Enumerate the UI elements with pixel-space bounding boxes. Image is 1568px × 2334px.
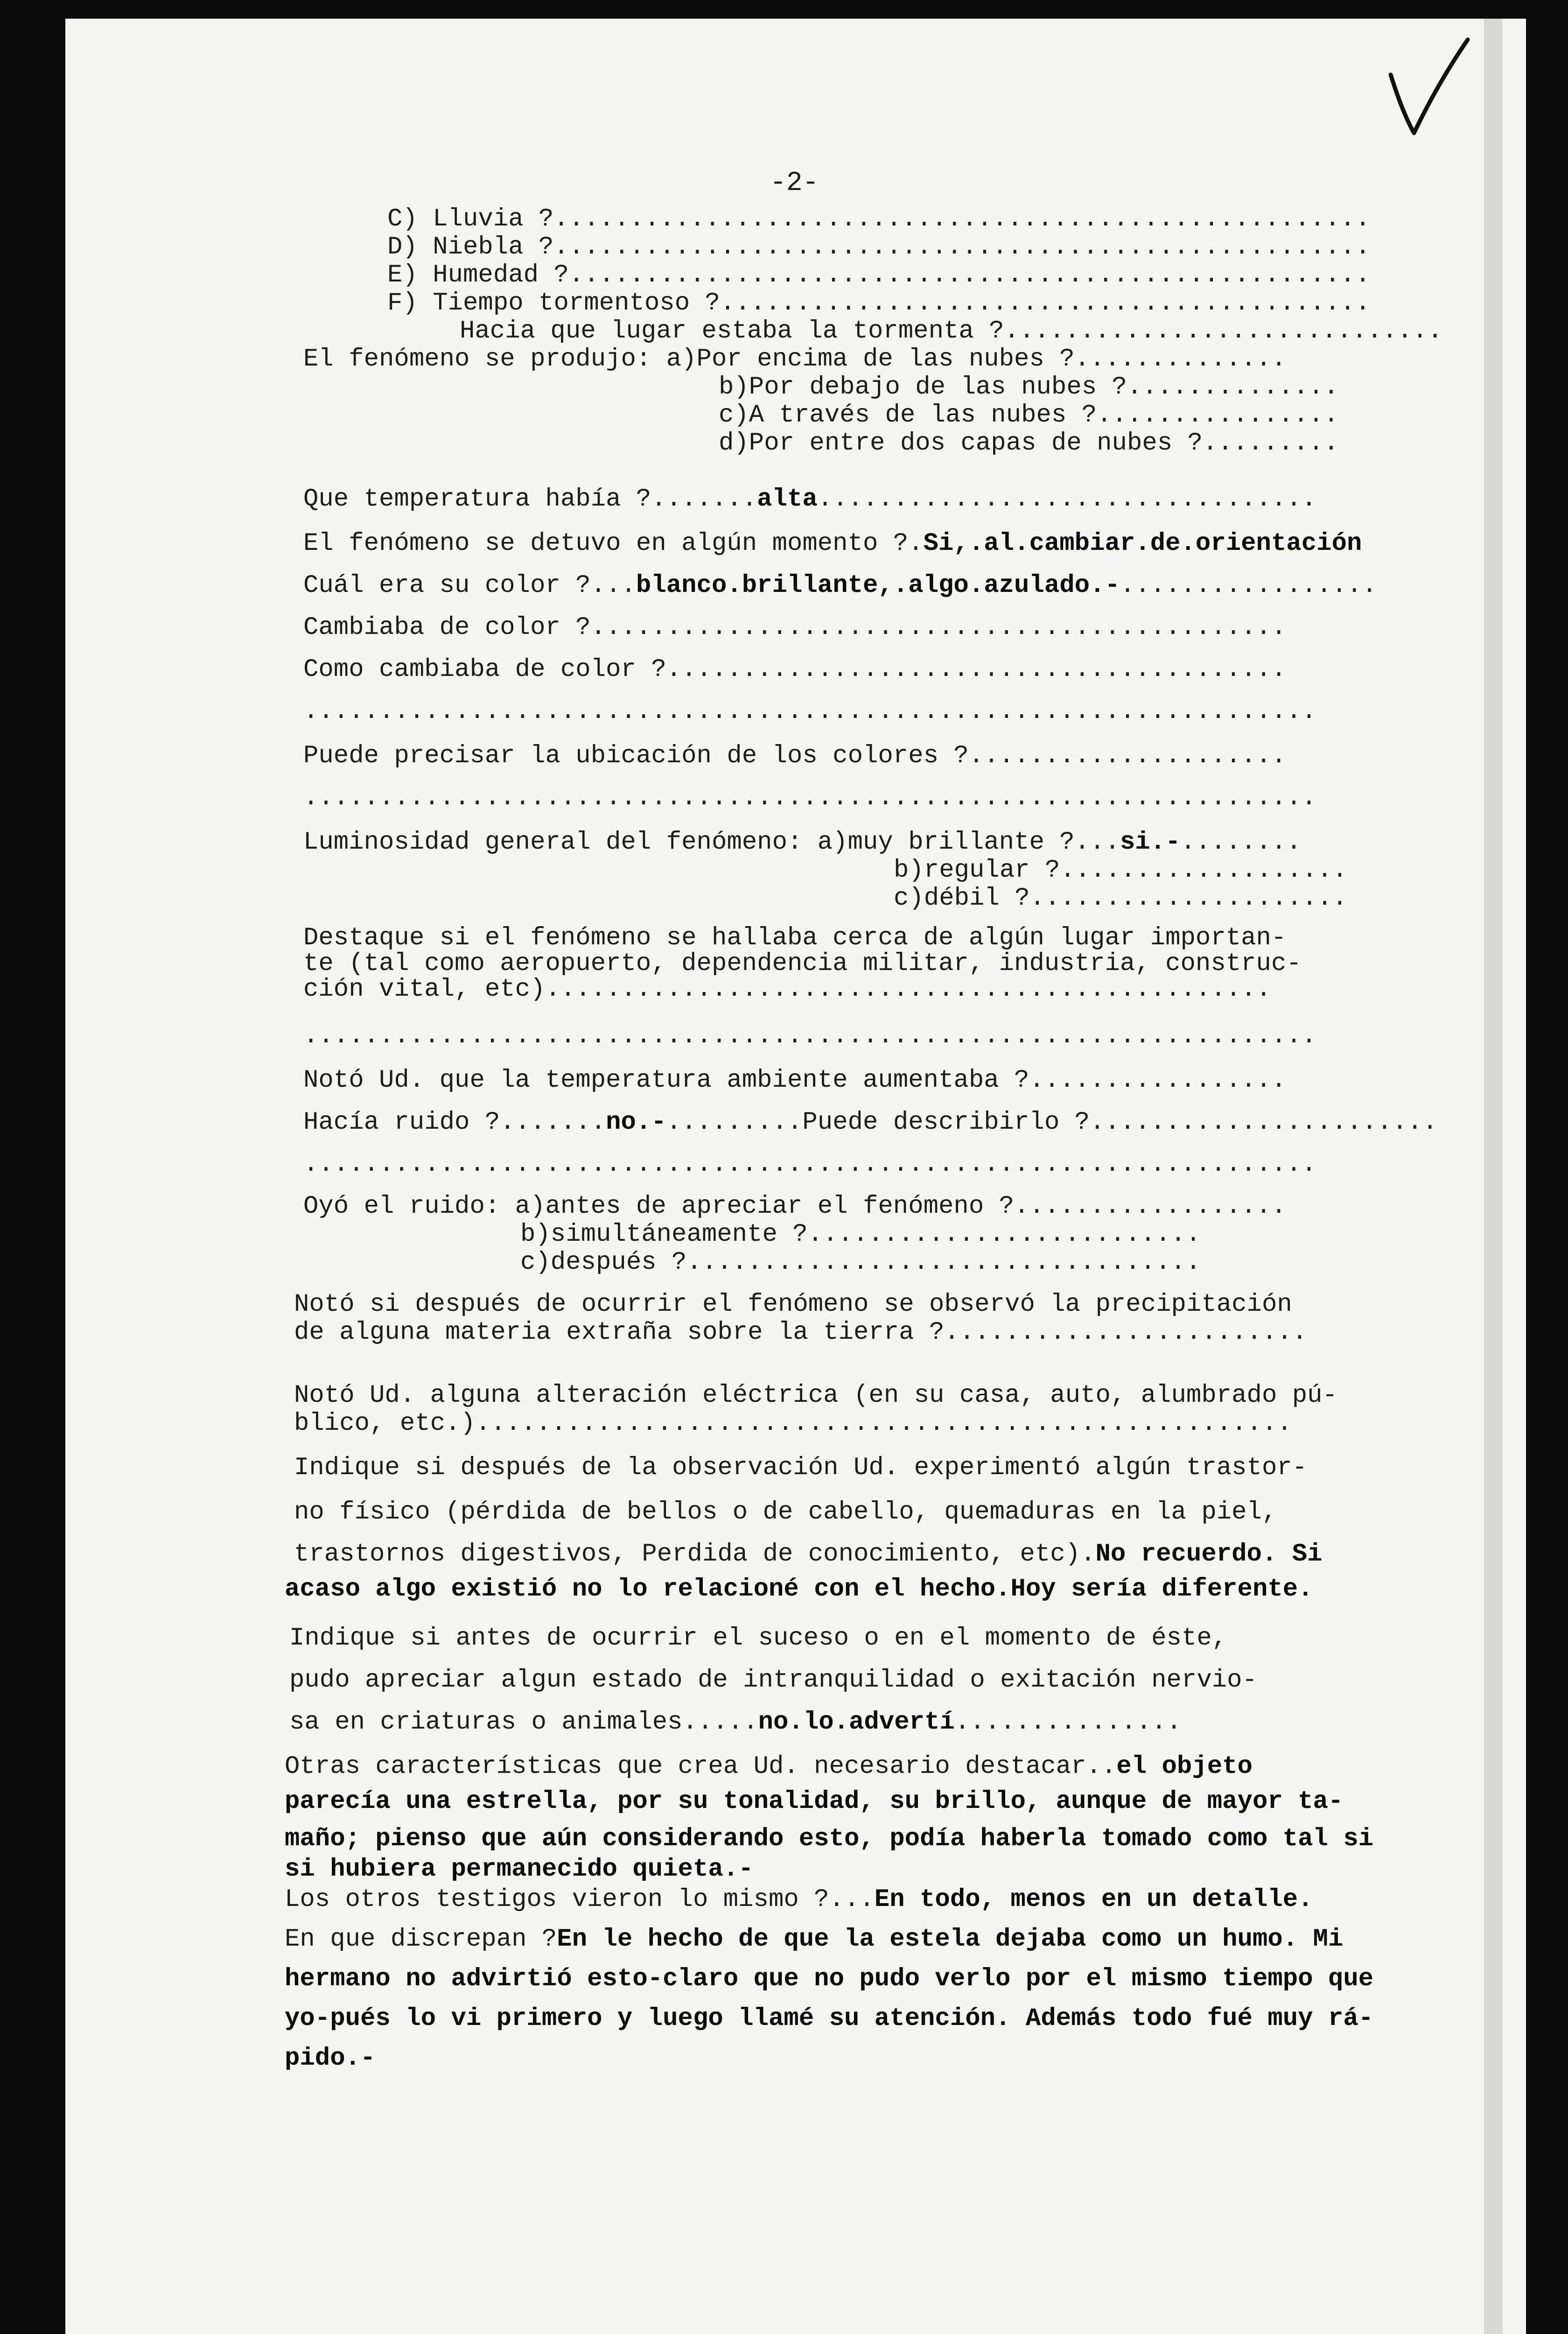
answer-trastorno-line [285, 1575, 1313, 1603]
blank-line-1: ................................................................... [303, 697, 1317, 726]
question-ubicacion-colores: Puede precisar la ubicación de los colores ?..................... [303, 742, 1287, 770]
question-discrepan-label: En que discrepan ? [285, 1925, 557, 1954]
question-discrepan [285, 1926, 1343, 1954]
question-otras-label: Otras características que crea Ud. necesario destacar.. [285, 1752, 1117, 1781]
option-regular: b)regular ?................... [894, 856, 1348, 885]
question-temperatura-ambiente: Notó Ud. que la temperatura ambiente aumentaba ?................. [303, 1066, 1287, 1095]
question-ruido-label: Hacía ruido ?....... [303, 1108, 606, 1137]
question-intranquilidad-2: pudo apreciar algun estado de intranquilidad o exitación nervio- [289, 1666, 1257, 1694]
question-lugar-tormenta: Hacia que lugar estaba la tormenta ?............................. [460, 317, 1443, 345]
question-alteracion-electrica-1: Notó Ud. alguna alteración eléctrica (en su casa, auto, alumbrado pú- [294, 1381, 1337, 1410]
answer-detuvo: Si,.al.cambiar.de.orientación [923, 529, 1362, 558]
answer-temperatura: alta [757, 485, 818, 513]
question-lugar-importante-3: ción vital, etc)................................................ [303, 975, 1271, 1004]
question-otros-testigos-label: Los otros testigos vieron lo mismo ?... [285, 1885, 875, 1914]
question-como-cambiaba: Como cambiaba de color ?......................................... [303, 655, 1287, 684]
answer-intranquilidad: no.lo.advertí [758, 1708, 955, 1736]
question-color-dots: ................. [1120, 571, 1377, 600]
answer-discrepan-2: hermano no advirtió esto-claro que no pudo verlo por el mismo tiempo que [285, 1965, 1374, 1993]
answer-discrepan-line-2 [285, 1965, 1373, 1993]
question-lugar-importante-2: te (tal como aeropuerto, dependencia militar, industria, construc- [303, 949, 1302, 978]
question-detuvo-label: El fenómeno se detuvo en algún momento ?. [303, 529, 924, 558]
check-mark [1381, 33, 1475, 140]
page-number: -2- [770, 168, 819, 198]
question-precipitacion-1: Notó si después de ocurrir el fenómeno se observó la precipitación [294, 1290, 1292, 1319]
answer-discrepan-4: pido.- [285, 2044, 376, 2073]
answer-discrepan-1: En le hecho de que la estela dejaba como un humo. Mi [557, 1925, 1344, 1954]
question-lugar-importante-1: Destaque si el fenómeno se hallaba cerca de algún lugar importan- [303, 924, 1287, 952]
question-intranquilidad-label: sa en criaturas o animales..... [289, 1708, 758, 1736]
option-simultaneamente: b)simultáneamente ?.......................... [520, 1220, 1201, 1249]
answer-color: blanco.brillante,.algo.azulado.- [636, 571, 1120, 600]
answer-otras-1: el objeto [1116, 1752, 1253, 1781]
blank-line-2: ................................................................... [303, 784, 1317, 812]
question-color-label: Cuál era su color ?... [303, 571, 636, 600]
option-debajo-nubes: b)Por debajo de las nubes ?.............. [719, 373, 1339, 401]
question-temperatura-label: Que temperatura había ?....... [303, 485, 757, 513]
answer-otras-line-3 [285, 1825, 1373, 1853]
question-luminosidad-label: Luminosidad general del fenómeno: a)muy brillante ?... [303, 828, 1120, 857]
question-intranquilidad-dots: ............... [954, 1708, 1182, 1736]
page-edge [1484, 19, 1503, 2334]
question-intranquilidad-3 [289, 1708, 1182, 1736]
question-color [303, 572, 1377, 600]
question-ruido-dots: .........Puede describirlo ?....................... [666, 1108, 1438, 1137]
question-detuvo [303, 530, 1362, 558]
answer-discrepan-line-3 [285, 2005, 1373, 2033]
question-temperatura-dots: ................................. [817, 485, 1317, 513]
answer-trastorno-2: acaso algo existió no lo relacioné con el hecho.Hoy sería diferente. [285, 1575, 1313, 1603]
question-cambiaba-color: Cambiaba de color ?.............................................. [303, 613, 1287, 642]
question-humedad: E) Humedad ?..................................................... [387, 261, 1371, 289]
answer-trastorno-1: No recuerdo. Si [1095, 1540, 1323, 1568]
answer-discrepan-line-4 [285, 2045, 375, 2073]
answer-otras-line-4 [285, 1856, 754, 1884]
question-precipitacion-2: de alguna materia extraña sobre la tierra ?........................ [294, 1318, 1308, 1347]
blank-line-4: ................................................................... [303, 1150, 1317, 1179]
option-traves-nubes: c)A través de las nubes ?................ [719, 401, 1339, 429]
answer-otras-3: maño; pienso que aún considerando esto, podía haberla tomado como tal si [285, 1825, 1374, 1853]
question-oyo-ruido: Oyó el ruido: a)antes de apreciar el fenómeno ?.................. [303, 1192, 1287, 1221]
answer-ruido: no.- [606, 1108, 666, 1137]
question-trastorno-1: Indique si después de la observación Ud. experimentó algún trastor- [294, 1454, 1308, 1482]
question-otros-testigos [285, 1886, 1313, 1914]
question-alteracion-electrica-2: blico, etc.)...................................................... [294, 1409, 1292, 1438]
answer-otros-testigos: En todo, menos en un detalle. [874, 1885, 1313, 1914]
question-fenomeno-produjo: El fenómeno se produjo: a)Por encima de las nubes ?.............. [303, 345, 1287, 373]
question-trastorno-label: trastornos digestivos, Perdida de conocimiento, etc). [294, 1540, 1096, 1568]
question-tiempo-tormentoso: F) Tiempo tormentoso ?........................................... [387, 289, 1371, 317]
question-trastorno-3 [294, 1540, 1323, 1568]
question-niebla: D) Niebla ?...................................................... [387, 233, 1371, 261]
answer-discrepan-3: yo-pués lo vi primero y luego llamé su atención. Además todo fué muy rá- [285, 2004, 1374, 2033]
option-despues: c)después ?.................................. [520, 1248, 1201, 1277]
blank-line-3: ................................................................... [303, 1022, 1317, 1050]
question-ruido [303, 1109, 1437, 1137]
question-intranquilidad-1: Indique si antes de ocurrir el suceso o en el momento de éste, [289, 1624, 1227, 1652]
answer-luminosidad: si.- [1120, 828, 1181, 857]
answer-otras-4: si hubiera permanecido quieta.- [285, 1855, 754, 1884]
answer-otras-line-2 [285, 1788, 1343, 1816]
question-lluvia: C) Lluvia ?...................................................... [387, 205, 1371, 233]
question-trastorno-2: no físico (pérdida de bellos o de cabello, quemaduras en la piel, [294, 1498, 1277, 1526]
question-temperatura [303, 485, 1316, 513]
question-luminosidad [303, 829, 1302, 857]
answer-otras-2: parecía una estrella, por su tonalidad, su brillo, aunque de mayor ta- [285, 1787, 1344, 1816]
question-otras-caracteristicas [285, 1753, 1253, 1781]
question-luminosidad-dots: ........ [1180, 828, 1302, 857]
option-entre-capas: d)Por entre dos capas de nubes ?......... [719, 429, 1339, 457]
option-debil: c)débil ?..................... [894, 884, 1348, 913]
